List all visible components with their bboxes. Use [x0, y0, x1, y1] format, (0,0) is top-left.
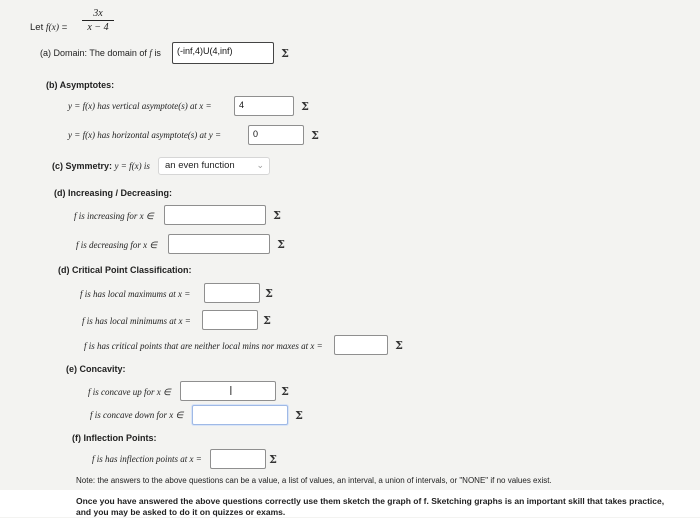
local-max-input[interactable] — [204, 283, 260, 303]
sigma-icon[interactable]: Σ — [277, 237, 285, 251]
local-max-label: f is has local maximums at x = — [80, 289, 191, 299]
concave-up-input[interactable] — [180, 381, 276, 401]
concave-down-input[interactable] — [192, 405, 288, 425]
decreasing-input[interactable] — [168, 234, 270, 254]
inflection-input[interactable] — [210, 449, 266, 469]
fx-label: f(x) — [45, 23, 60, 33]
inflection-label: f is has inflection points at x = — [92, 454, 202, 464]
neither-input[interactable] — [334, 335, 388, 355]
sigma-icon[interactable]: Σ — [281, 384, 289, 398]
footer-text: Once you have answered the above questions correctly use them sketch the graph of f. Sketching graphs is an important skill that takes practice, and you may be asked to do it on quizzes or exams. — [76, 496, 665, 517]
asymptotes-heading: (b) Asymptotes: — [46, 80, 115, 90]
vertical-asymptote-input[interactable]: 4 — [234, 96, 294, 116]
symmetry-label: (c) Symmetry: — [52, 161, 113, 171]
sigma-icon[interactable]: Σ — [269, 452, 277, 466]
domain-label: (a) Domain: The domain of — [40, 48, 147, 58]
numerator: 3x — [82, 8, 114, 21]
increasing-label: f is increasing for x ∈ — [74, 211, 154, 221]
sigma-icon[interactable]: Σ — [273, 208, 281, 222]
denominator: x − 4 — [87, 22, 109, 33]
increasing-input[interactable] — [164, 205, 266, 225]
inflection-heading: (f) Inflection Points: — [72, 433, 157, 443]
fraction — [82, 8, 114, 33]
concave-up-label: f is concave up for x ∈ — [88, 387, 171, 397]
decreasing-label: f is decreasing for x ∈ — [76, 240, 158, 250]
horizontal-asymptote-label: y = f(x) has horizontal asymptote(s) at y = — [68, 130, 222, 140]
symmetry-row — [52, 161, 150, 171]
domain-f: f — [149, 48, 152, 58]
sigma-icon[interactable]: Σ — [395, 338, 403, 352]
domain-is: is — [154, 48, 161, 58]
local-min-input[interactable] — [202, 310, 258, 330]
sigma-icon[interactable]: Σ — [301, 99, 309, 113]
equals-sign: = — [61, 22, 68, 33]
symmetry-selected: an even function — [165, 160, 235, 171]
intro-let — [30, 22, 67, 33]
local-min-label: f is has local minimums at x = — [82, 316, 191, 326]
horizontal-asymptote-input[interactable]: 0 — [248, 125, 304, 145]
sigma-icon[interactable]: Σ — [311, 128, 319, 142]
critical-heading: (d) Critical Point Classification: — [58, 265, 192, 275]
chevron-down-icon: ⌄ — [256, 160, 264, 170]
sigma-icon[interactable]: Σ — [263, 313, 271, 327]
incdec-heading: (d) Increasing / Decreasing: — [54, 188, 173, 198]
symmetry-expr: y = f(x) is — [114, 161, 150, 171]
sigma-icon[interactable]: Σ — [295, 408, 303, 422]
sigma-icon[interactable]: Σ — [281, 46, 289, 60]
let-word: Let — [30, 22, 44, 33]
note-text: Note: the answers to the above questions can be a value, a list of values, an interval, a union of intervals, or "NONE" if no values exist. — [76, 476, 552, 485]
symmetry-select[interactable] — [158, 157, 270, 175]
domain-row — [40, 48, 161, 58]
vertical-asymptote-label: y = f(x) has vertical asymptote(s) at x = — [68, 101, 212, 111]
text-cursor-icon: I — [229, 383, 233, 398]
neither-label: f is has critical points that are neither local mins nor maxes at x = — [84, 341, 323, 351]
concavity-heading: (e) Concavity: — [66, 364, 126, 374]
domain-input[interactable]: (-inf,4)U(4,inf) — [172, 42, 274, 64]
sigma-icon[interactable]: Σ — [265, 286, 273, 300]
concave-down-label: f is concave down for x ∈ — [90, 410, 184, 420]
